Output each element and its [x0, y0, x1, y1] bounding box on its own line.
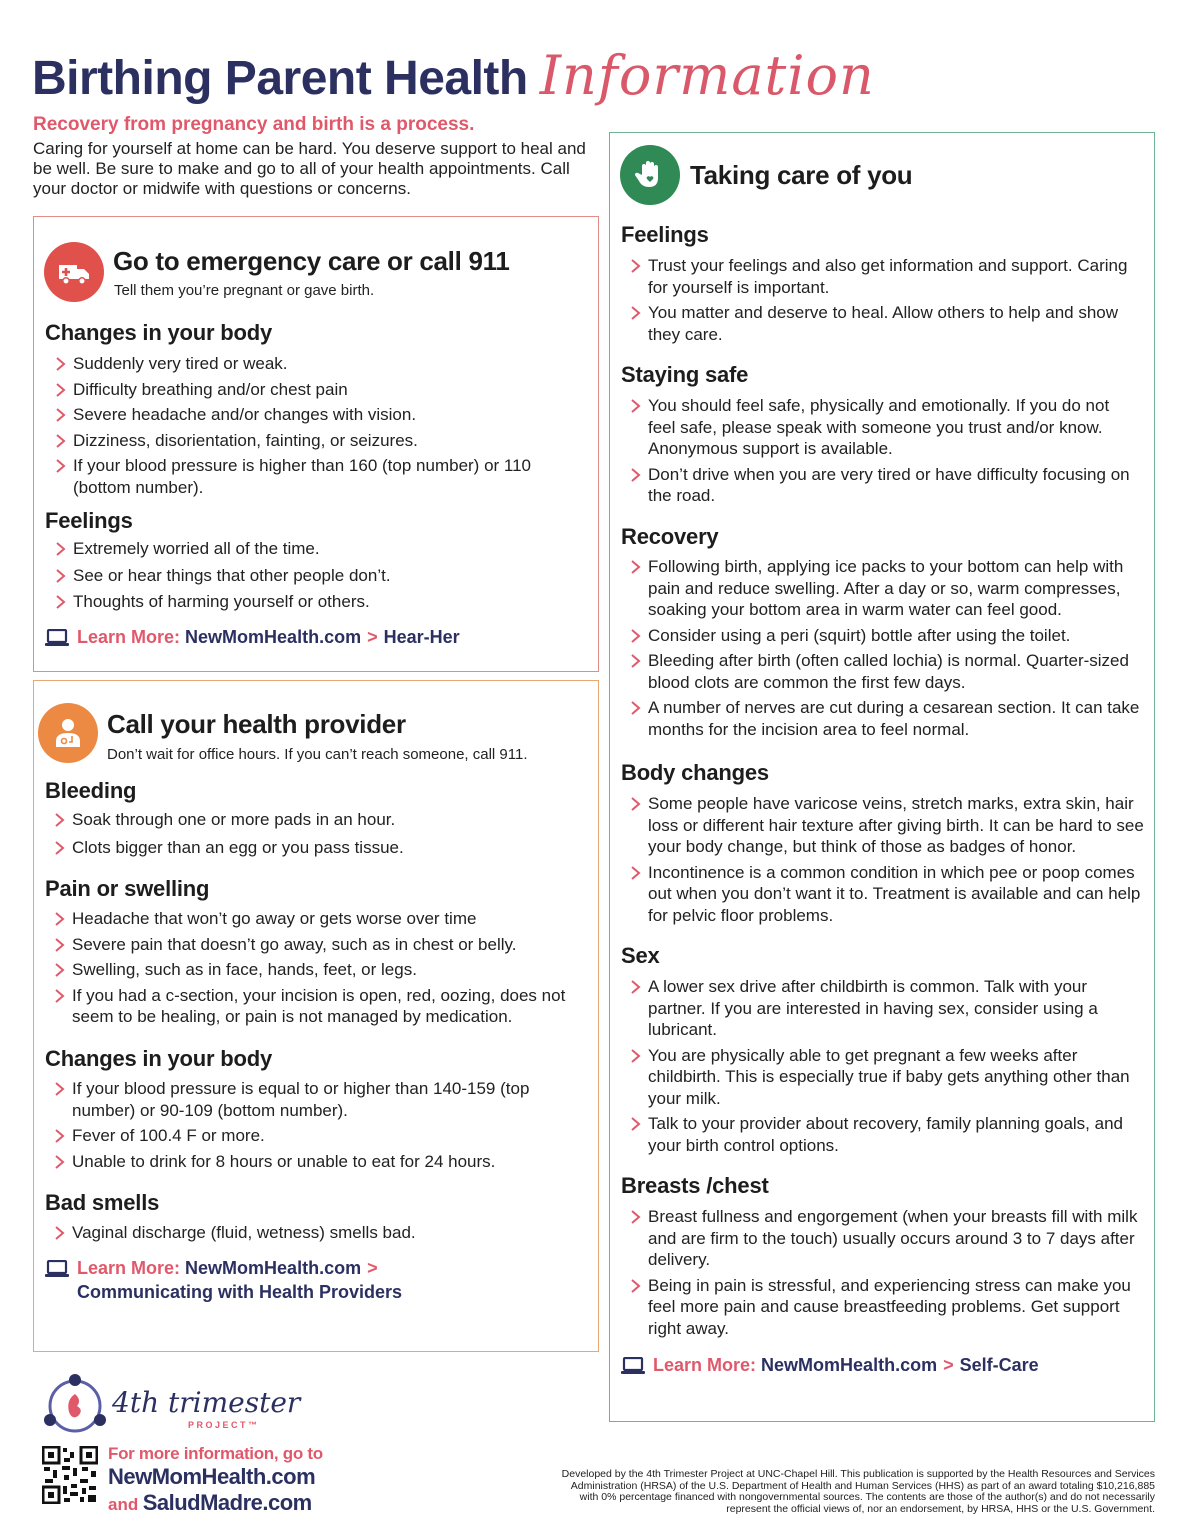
heart-hand-icon	[620, 145, 680, 205]
selfcare-group-title: Sex	[621, 943, 660, 968]
list-item: A lower sex drive after childbirth is common. Talk with your partner. If you are interested in having sex, consider using a lubricant.	[620, 976, 1145, 1041]
chevron-right-icon	[52, 1081, 68, 1097]
disclaimer-text: Developed by the 4th Trimester Project at UNC-Chapel Hill. This publication is supported by the Health Resources and Services Administration (HRSA) of the U.S. Department of Health and Human Services (HHS) as part of an award totaling $10,216,885 with 0% percentage financed with nongovernmental sources. The contents are those of the author(s) and do not necessarily represent the official views of, nor an endorsement, by HRSA, HHS or the U.S. Government.	[561, 1468, 1155, 1515]
chevron-right-icon	[52, 840, 68, 856]
emergency-group-title: Feelings	[45, 508, 133, 533]
chevron-right-icon	[52, 1225, 68, 1241]
chevron-right-icon	[628, 1048, 644, 1064]
chevron-right-icon	[628, 1278, 644, 1294]
chevron-right-icon	[53, 407, 69, 423]
list-item: Difficulty breathing and/or chest pain	[45, 379, 555, 401]
selfcare-group-title: Body changes	[621, 760, 769, 785]
chevron-right-icon	[628, 398, 644, 414]
selfcare-group-title: Breasts /chest	[621, 1173, 769, 1198]
list-item: Being in pain is stressful, and experiencing stress can make you feel more pain and cause breastfeeding problems. Get support right away.	[620, 1275, 1145, 1340]
emergency-body-list	[45, 353, 555, 498]
chevron-right-icon	[53, 356, 69, 372]
chevron-right-icon	[53, 382, 69, 398]
list-item: Fever of 100.4 F or more.	[44, 1125, 544, 1147]
emergency-heading: Go to emergency care or call 911	[113, 246, 510, 276]
selfcare-sex-list	[620, 976, 1145, 1156]
chevron-right-icon	[53, 594, 69, 610]
title-main: Birthing Parent Health	[32, 52, 528, 105]
page-title	[32, 44, 875, 107]
chevron-right-icon	[628, 1209, 644, 1225]
brand-subtitle: PROJECT™	[188, 1420, 260, 1430]
site-link-en[interactable]: NewMomHealth.com	[108, 1464, 316, 1489]
provider-group-title: Changes in your body	[45, 1046, 273, 1071]
list-item: Breast fullness and engorgement (when your breasts fill with milk and are firm to the touch) usually occurs around 3 to 7 days after delivery.	[620, 1206, 1145, 1271]
list-item: If you had a c-section, your incision is open, red, oozing, does not seem to be healing, or pain is not managed by medication.	[44, 985, 584, 1028]
list-item: Soak through one or more pads in an hour.	[44, 809, 574, 831]
provider-group-title: Bleeding	[45, 778, 137, 803]
list-item: Some people have varicose veins, stretch marks, extra skin, hair loss or different hair texture after giving birth. It can be hard to see your body change, but think of those as badges of honor.	[620, 793, 1145, 858]
list-item: Don’t drive when you are very tired or have difficulty focusing on the road.	[620, 464, 1130, 507]
list-item: Trust your feelings and also get information and support. Caring for yourself is important.	[620, 255, 1140, 298]
chevron-right-icon	[628, 1116, 644, 1132]
selfcare-group-title: Recovery	[621, 524, 719, 549]
learn-more-page-link[interactable]: Hear-Her	[383, 627, 460, 647]
list-item: Bleeding after birth (often called lochia) is normal. Quarter-sized blood clots are common the first few days.	[620, 650, 1145, 693]
chevron-right-icon	[52, 988, 68, 1004]
list-item: Thoughts of harming yourself or others.	[45, 591, 555, 613]
list-item: Dizziness, disorientation, fainting, or seizures.	[45, 430, 555, 452]
chevron-right-icon	[628, 305, 644, 321]
list-item: If your blood pressure is higher than 160 (top number) or 110 (bottom number).	[45, 455, 555, 498]
chevron-right-icon	[628, 653, 644, 669]
list-item: Following birth, applying ice packs to your bottom can help with pain and reduce swelling. After a day or so, warm compresses, soaking your bottom area in warm water can feel good.	[620, 556, 1145, 621]
provider-group-title: Bad smells	[45, 1190, 160, 1215]
brand-name: 4th trimester	[112, 1386, 301, 1419]
provider-learn-more-page[interactable]	[77, 1282, 402, 1303]
provider-smells-list	[44, 1222, 574, 1244]
list-item: You matter and deserve to heal. Allow others to help and show they care.	[620, 302, 1140, 345]
list-item: See or hear things that other people don’t.	[45, 565, 555, 587]
list-item: Swelling, such as in face, hands, feet, or legs.	[44, 959, 584, 981]
provider-subheading: Don’t wait for office hours. If you can’t reach someone, call 911.	[107, 746, 528, 763]
fourth-trimester-logo-icon	[38, 1372, 112, 1438]
list-item: A number of nerves are cut during a cesarean section. It can take months for the incision area to feel normal.	[620, 697, 1145, 740]
footer-more-info	[108, 1444, 323, 1516]
title-script: Information	[539, 44, 875, 107]
provider-bleeding-list	[44, 809, 574, 858]
selfcare-safe-list	[620, 395, 1130, 507]
emergency-learn-more[interactable]: Learn More: NewMomHealth.com > Hear-Her	[45, 627, 460, 648]
ambulance-icon	[44, 242, 104, 302]
emergency-feelings-list	[45, 538, 555, 613]
chevron-right-icon	[52, 962, 68, 978]
selfcare-group-title: Feelings	[621, 222, 709, 247]
list-item: Severe headache and/or changes with vision.	[45, 404, 555, 426]
learn-more-link[interactable]: NewMomHealth.com	[761, 1355, 938, 1375]
chevron-right-icon	[628, 796, 644, 812]
list-item: Incontinence is a common condition in which pee or poop comes out when you don’t want it to. Treatment is available and can help for pelvic floor problems.	[620, 862, 1145, 927]
learn-more-link[interactable]: NewMomHealth.com	[185, 627, 362, 647]
provider-group-title: Pain or swelling	[45, 876, 210, 901]
chevron-right-icon	[628, 628, 644, 644]
emergency-subheading: Tell them you’re pregnant or gave birth.	[114, 282, 375, 299]
learn-more-link[interactable]: NewMomHealth.com	[185, 1258, 362, 1278]
more-info-text: For more information, go to	[108, 1444, 323, 1463]
chevron-right-icon	[52, 911, 68, 927]
chevron-right-icon	[53, 433, 69, 449]
chevron-right-icon	[53, 568, 69, 584]
list-item: Extremely worried all of the time.	[45, 538, 555, 560]
provider-learn-more[interactable]: Learn More: NewMomHealth.com >	[45, 1258, 384, 1279]
chevron-right-icon	[628, 559, 644, 575]
list-item: Unable to drink for 8 hours or unable to eat for 24 hours.	[44, 1151, 544, 1173]
selfcare-breasts-list	[620, 1206, 1145, 1339]
list-item: Clots bigger than an egg or you pass tissue.	[44, 837, 574, 859]
list-item: Consider using a peri (squirt) bottle after using the toilet.	[620, 625, 1145, 647]
chevron-right-icon	[52, 1128, 68, 1144]
intro-text: Caring for yourself at home can be hard. You deserve support to heal and be well. Be sure to make and go to all of your health appointments. Call your doctor or midwife with questions or concerns.	[33, 139, 586, 198]
list-item: You are physically able to get pregnant a few weeks after childbirth. This is especially true if baby gets anything other than your milk.	[620, 1045, 1145, 1110]
learn-more-page-link[interactable]: Self-Care	[959, 1355, 1039, 1375]
chevron-right-icon	[52, 1154, 68, 1170]
list-item: You should feel safe, physically and emotionally. If you do not feel safe, please speak with someone you trust and/or know. Anonymous support is available.	[620, 395, 1130, 460]
list-item: If your blood pressure is equal to or higher than 140-159 (top number) or 90-109 (bottom number).	[44, 1078, 544, 1121]
chevron-right-icon	[53, 541, 69, 557]
selfcare-learn-more[interactable]: Learn More: NewMomHealth.com > Self-Care	[621, 1355, 1039, 1376]
chevron-right-icon	[628, 700, 644, 716]
chevron-right-icon	[52, 812, 68, 828]
chevron-right-icon	[628, 979, 644, 995]
list-item: Suddenly very tired or weak.	[45, 353, 555, 375]
selfcare-recovery-list	[620, 556, 1145, 740]
list-item: Talk to your provider about recovery, family planning goals, and your birth control options.	[620, 1113, 1145, 1156]
health-provider-icon	[38, 703, 98, 763]
and-text: and	[108, 1495, 139, 1514]
list-item: Vaginal discharge (fluid, wetness) smells bad.	[44, 1222, 574, 1244]
selfcare-body-list	[620, 793, 1145, 926]
emergency-group-title: Changes in your body	[45, 320, 273, 345]
chevron-right-icon	[53, 458, 69, 474]
list-item: Headache that won’t go away or gets worse over time	[44, 908, 584, 930]
laptop-icon	[45, 629, 69, 647]
list-item: Severe pain that doesn’t go away, such as in chest or belly.	[44, 934, 584, 956]
provider-heading: Call your health provider	[107, 709, 406, 739]
chevron-right-icon	[52, 937, 68, 953]
selfcare-heading: Taking care of you	[690, 160, 913, 190]
page-subtitle: Recovery from pregnancy and birth is a process.	[33, 114, 475, 135]
laptop-icon	[45, 1260, 69, 1278]
selfcare-group-title: Staying safe	[621, 362, 749, 387]
learn-more-page-link[interactable]: Communicating with Health Providers	[77, 1282, 403, 1302]
qr-code-icon	[42, 1446, 98, 1504]
laptop-icon	[621, 1357, 645, 1375]
chevron-right-icon	[628, 467, 644, 483]
selfcare-feelings-list	[620, 255, 1140, 345]
chevron-right-icon	[628, 865, 644, 881]
chevron-right-icon	[628, 258, 644, 274]
provider-body-list	[44, 1078, 544, 1172]
site-link-es[interactable]: SaludMadre.com	[142, 1490, 312, 1515]
provider-pain-list	[44, 908, 584, 1028]
